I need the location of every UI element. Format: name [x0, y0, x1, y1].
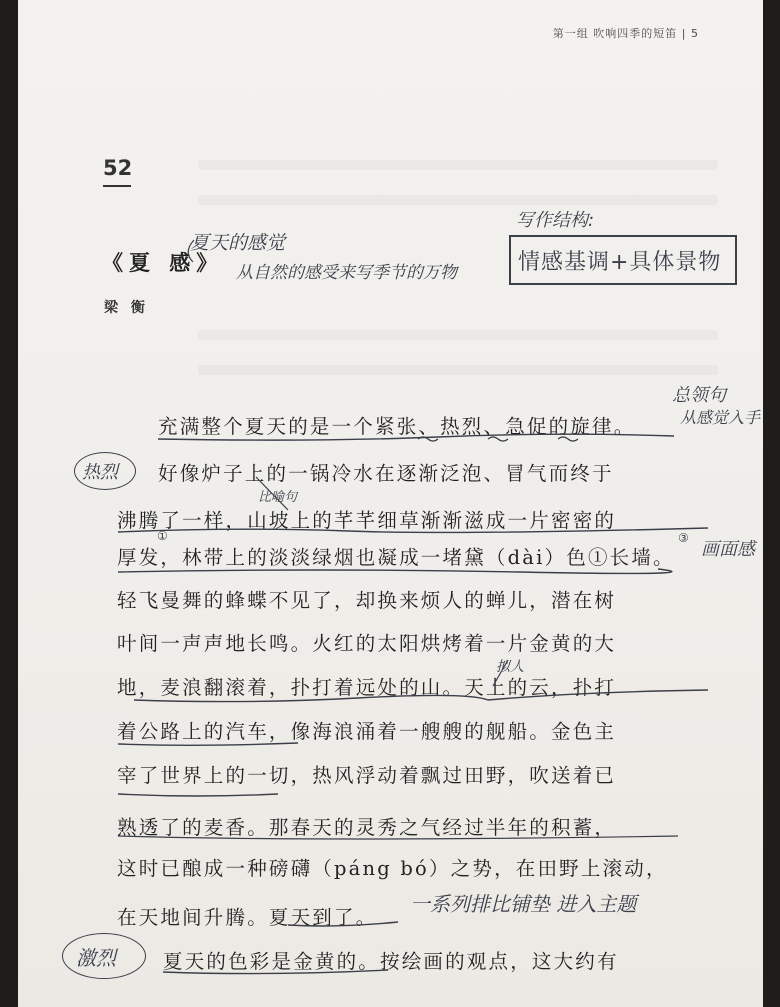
body-line: 着公路上的汽车，像海浪涌着一艘艘的舰船。金色主 — [117, 720, 617, 743]
personify-note: 拟人 — [496, 659, 524, 675]
topic-sentence-note: 总领句 — [672, 385, 726, 406]
pen-markings — [18, 0, 763, 1007]
article-title: 《夏 感》 — [102, 250, 224, 275]
body-line: 这时已酿成一种磅礴（páng bó）之势，在田野上滚动， — [117, 857, 668, 880]
margin-note-1: 热烈 — [82, 462, 118, 483]
body-line: 好像炉子上的一锅冷水在逐渐泛泡、冒气而终于 — [158, 462, 614, 485]
body-line: 夏天的色彩是金黄的。按绘画的观点，这大约有 — [163, 950, 619, 973]
structure-label: 写作结构: — [516, 210, 595, 231]
body-line: 轻飞曼舞的蜂蝶不见了，却换来烦人的蝉儿，潜在树 — [117, 589, 617, 612]
body-line: 叶间一声声地长鸣。火红的太阳烘烤着一片金黄的大 — [117, 632, 617, 655]
parallel-note: 一系列排比铺垫 进入主题 — [410, 892, 637, 916]
title-note-1: 夏天的感觉 — [190, 232, 286, 254]
topic-sentence-note: 从感觉入手 — [680, 408, 761, 427]
body-line: 厚发，林带上的淡淡绿烟也凝成一堵黛（dài）色①长墙。 — [117, 546, 675, 569]
article-author: 梁 衡 — [104, 300, 149, 316]
footnote-mark: ① — [157, 529, 168, 543]
margin-note-2: 激烈 — [76, 946, 116, 970]
body-line: 熟透了的麦香。那春天的灵秀之气经过半年的积蓄， — [117, 816, 617, 839]
simile-note: 比喻句 — [258, 490, 298, 505]
body-line: 充满整个夏天的是一个紧张、热烈、急促的旋律。 — [158, 415, 636, 438]
page-number: 52 — [103, 156, 133, 180]
visual-note: 画面感 — [701, 539, 755, 560]
title-note-2: 从自然的感受来写季节的万物 — [236, 263, 457, 283]
body-line: 地，麦浪翻滚着，扑打着远处的山。天上的云，扑打 — [117, 676, 617, 699]
body-line: 宰了世界上的一切，热风浮动着飘过田野，吹送着已 — [117, 764, 617, 787]
footnote-mark: ③ — [678, 531, 689, 545]
body-line: 沸腾了一样，山坡上的芊芊细草渐渐滋成一片密密的 — [117, 509, 617, 532]
running-header: 第一组 吹响四季的短笛 | 5 — [552, 27, 699, 40]
structure-box-text: 情感基调+具体景物 — [518, 250, 722, 275]
body-line: 在天地间升腾。夏天到了。 — [117, 906, 378, 929]
book-page — [18, 0, 763, 1007]
